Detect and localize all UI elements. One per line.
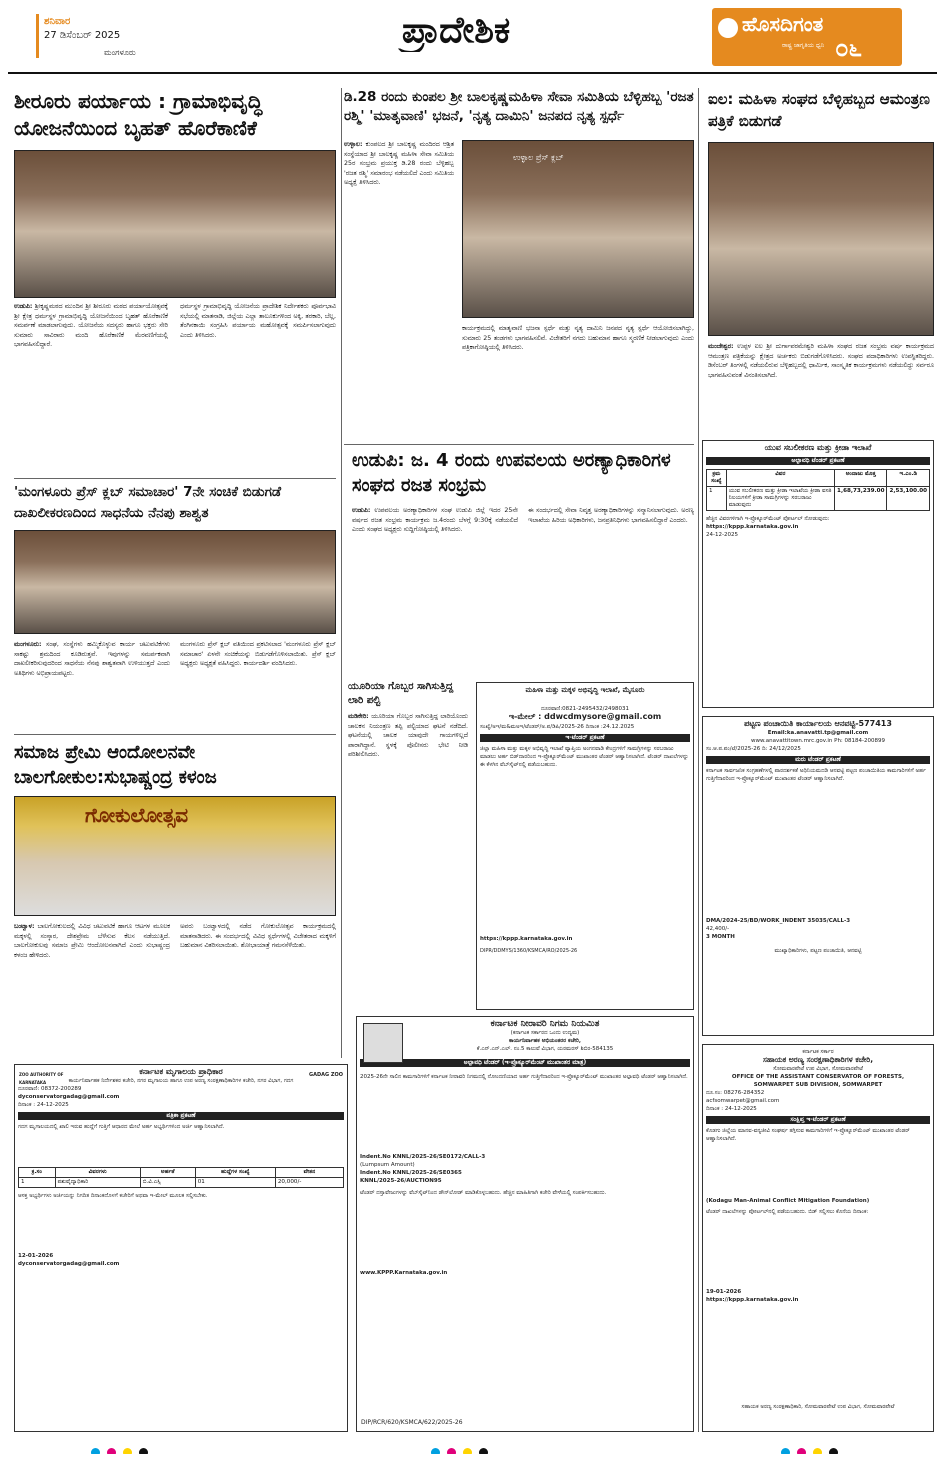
article-body-col2 xyxy=(180,922,336,1058)
table-cell: ಪಶುವೈದ್ಯಾಧಿಕಾರಿ xyxy=(55,1178,140,1188)
ad-deadline: 19-01-2026 xyxy=(706,1289,742,1295)
paper-logo-icon xyxy=(718,18,738,38)
row-divider xyxy=(14,734,336,735)
article-headline: ಡಿ.28 ರಂದು ಕುಂಪಲ ಶ್ರೀ ಬಾಲಕೃಷ್ಣಮಹಿಳಾ ಸೇವಾ ಸಮಿತಿಯ ಬೆಳ್ಳಿಹಬ್ಬ 'ರಜತ ರಶ್ಮಿ' 'ಮಾತೃವಾಣಿ' ಭಜನೆ, 'ನೃತ್ಯ ದಾಮಿನಿ' ಜನಪದ ನೃತ್ಯ ಸ್ಪರ್ಧೆ xyxy=(344,89,694,124)
ad-email[interactable]: acfsomwarpet@gmail.com xyxy=(706,1097,780,1104)
ad-email-2[interactable]: dyconservatorgadag@gmail.com xyxy=(18,1261,120,1267)
ad-subtitle: ಅಲ್ಪಾವಧಿ ಟೆಂಡರ್ ಪ್ರಕಟಣೆ xyxy=(706,457,930,466)
paper-tagline: ರಾಷ್ಟ್ರ ಜಾಗೃತಿಯ ಧ್ವನಿ xyxy=(782,42,825,49)
reg-dot-magenta xyxy=(107,1448,116,1454)
section-title: ಪ್ರಾದೇಶಿಕ xyxy=(401,10,511,51)
row-divider xyxy=(344,444,694,445)
article-para: ಕುಂಪಲದ ಶ್ರೀ ಬಾಲಕೃಷ್ಣ ಮಂದಿರದ ಆಶ್ರಿತ ಸಂಸ್ಥೆಯಾದ ಶ್ರೀ ಬಾಲಕೃಷ್ಣ ಮಹಿಳಾ ಸೇವಾ ಸಮಿತಿಯ 25ರ ಸಂಭ್ರಮ ಪ್ರಯುಕ್ತ ಡಿ.28 ರಂದು ಬೆಳ್ಳಿಹಬ್ಬ 'ರಜತ ರಶ್ಮಿ' ಸಮಾರಂಭ ನಡೆಯಲಿದೆ ಎಂದು ಸಮಿತಿಯ ಅಧ್ಯಕ್ಷೆ ತಿಳಿಸಿದರು. xyxy=(344,141,454,187)
ad-title: ಕರ್ನಾಟಕ ಮೃಗಾಲಯ ಪ್ರಾಧಿಕಾರ xyxy=(139,1067,223,1076)
table-header: ಹುದ್ದೆಗಳ ಸಂಖ್ಯೆ xyxy=(195,1168,275,1178)
ad-address: ಕೆ.ಎನ್.ಎನ್.ಎಲ್. ನಂ.5 ಕಾಲುವೆ ವಿಭಾಗ, ಯರಮರಸ್ ಶಿಬಿರ-584135 xyxy=(476,1045,614,1052)
table-cell: ಯುವ ಸಬಲೀಕರಣ ಮತ್ತು ಕ್ರೀಡಾ ಇಲಾಖೆಯ ಕ್ರೀಡಾ ವಸತಿ ನಿಲಯಗಳಿಗೆ ಕ್ರೀಡಾ ಸಾಮಗ್ರಿಗಳನ್ನು ಸರಬರಾಜು ಮಾಡುವುದು xyxy=(726,487,834,511)
ad-phone: ದೂರವಾಣಿ:0821-2495432/2498031 xyxy=(540,705,630,712)
ad-date: ದಿನಾಂಕ : 24-12-2025 xyxy=(706,1105,757,1112)
ad-ref: ಸಂಖ್ಯೆ/ಅಇ/ಮ&ಮಅಇ/ಟೆಂಡರ್/ಅ.ಪ/ಡಿಪಿ/2025-26 ದಿನಾಂಕ :24.12.2025 xyxy=(480,723,635,730)
table-header: ಅರ್ಹತೆ xyxy=(140,1168,195,1178)
ad-body: ಕೊಡಗು ಜಿಲ್ಲೆಯ ಮಾನವ-ವನ್ಯಜೀವಿ ಸಂಘರ್ಷ ತಗ್ಗಿಸುವ ಕಾಮಗಾರಿಗಳಿಗೆ ಇ-ಪ್ರೊಕ್ಯೂರ್‌ಮೆಂಟ್ ಮುಖಾಂತರ ಟೆಂಡರ್ ಆಹ್ವಾನಿಸಲಾಗಿದೆ. xyxy=(706,1128,910,1142)
ad-signature: ಸಹಾಯಕ ಅರಣ್ಯ ಸಂರಕ್ಷಣಾಧಿಕಾರಿ, ಸೋಮವಾರಪೇಟೆ ಉಪ ವಿಭಾಗ, ಸೋಮವಾರಪೇಟೆ xyxy=(741,1404,895,1410)
ad-table xyxy=(18,1167,344,1188)
ad-women-child xyxy=(476,682,694,1010)
ad-portal[interactable]: https://kppp.karnataka.gov.in xyxy=(706,1297,799,1303)
article-para: ಉಪವಲಯ ಅರಣ್ಯಾಧಿಕಾರಿಗಳ ಸಂಘ ಉಡುಪಿ ಜಿಲ್ಲೆ ಇದರ 25ನೇ ವರ್ಷದ ರಜತ ಸಂಭ್ರಮ ಕಾರ್ಯಕ್ರಮ ಜ.4ರಂದು ಬೆಳಗ್ಗೆ 9:30ಕ್ಕೆ ನಡೆಯಲಿದೆ ಎಂದು ಸಂಘದ ಅಧ್ಯಕ್ಷರು ಸುದ್ದಿಗೋಷ್ಠಿಯಲ್ಲಿ ತಿಳಿಸಿದರು. xyxy=(352,507,518,534)
reg-dot-black xyxy=(479,1448,488,1454)
ad-table xyxy=(706,469,930,511)
table-row xyxy=(707,487,930,511)
ad-office: ಕಾರ್ಯನಿರ್ವಾಹಕ ಅಭಿಯಂತರರ ಕಚೇರಿ, xyxy=(508,1037,582,1044)
ad-gadag-zoo xyxy=(14,1064,348,1432)
table-cell: 1,68,73,239.00 xyxy=(835,487,887,511)
ad-body: 2025-26ನೇ ಸಾಲಿನ ಕಾಮಗಾರಿಗಳಿಗೆ ಕರ್ನಾಟಕ ನೀರಾವರಿ ನಿಗಮದಲ್ಲಿ ನೋಂದಣಿಯಾದ ಅರ್ಹ ಗುತ್ತಿಗೆದಾರರಿಂದ ಇ-ಪ್ರೊಕ್ಯೂರ್‌ಮೆಂಟ್ ಮುಖಾಂತರ ಅಲ್ಪಾವಧಿ ಟೆಂಡರ್ ಆಹ್ವಾನಿಸಲಾಗಿದೆ. xyxy=(360,1074,688,1080)
reg-dot-yellow xyxy=(123,1448,132,1454)
article-body-col2 xyxy=(180,302,336,476)
table-header: ವಿವರಗಳು xyxy=(55,1168,140,1178)
article-para: ಮಂಗಳೂರು ಪ್ರೆಸ್ ಕ್ಲಬ್ ವತಿಯಿಂದ ಪ್ರಕಟಿಸಲಾದ 'ಮಂಗಳೂರು ಪ್ರೆಸ್ ಕ್ಲಬ್ ಸಮಾಚಾರ' ಏಳನೇ ಸಂಚಿಕೆಯನ್ನು ಬಿಡುಗಡೆಗೊಳಿಸಲಾಯಿತು. ಪ್ರೆಸ್ ಕ್ಲಬ್ ಅಧ್ಯಕ್ಷರು ಅಧ್ಯಕ್ಷತೆ ವಹಿಸಿದ್ದರು. ಕಾರ್ಯದರ್ಶಿ ವಂದಿಸಿದರು. xyxy=(180,641,336,668)
article-dateline: ಮಂಗಳೂರು: xyxy=(14,641,42,648)
article-body-col2 xyxy=(462,324,694,434)
ad-subtitle: ಸಂಕ್ಷಿಪ್ತ ಇ-ಟೆಂಡರ್ ಪ್ರಕಟಣೆ xyxy=(706,1116,930,1125)
article-udupi-forest xyxy=(352,448,694,676)
article-body xyxy=(14,640,170,722)
article-body xyxy=(352,506,518,676)
article-dateline: ಉಳ್ಳಾಲ: xyxy=(344,141,363,148)
ad-signature: ಮುಖ್ಯಾಧಿಕಾರಿಗಳು, ಪಟ್ಟಣ ಪಂಚಾಯಿತಿ, ಆನವಟ್ಟಿ xyxy=(774,948,862,954)
ad-ref: ಸಂ.ಆ.ಪ.ಪಂ/ಟೆ/2025-26 ದಿ: 24/12/2025 xyxy=(706,745,801,752)
article-photo xyxy=(14,150,336,298)
table-cell: 01 xyxy=(195,1178,275,1188)
article-body-col2 xyxy=(528,506,694,676)
ad-title: ಸಹಾಯಕ ಅರಣ್ಯ ಸಂರಕ್ಷಣಾಧಿಕಾರಿಗಳ ಕಚೇರಿ, xyxy=(762,1055,874,1064)
article-dateline: ಉಡುಪಿ: xyxy=(352,507,371,514)
knnl-logo xyxy=(363,1023,403,1063)
reg-dot-cyan xyxy=(781,1448,790,1454)
ad-sports-tender xyxy=(702,440,934,708)
reg-dot-cyan xyxy=(431,1448,440,1454)
ad-body: ಕರ್ನಾಟಕ ಸಾರ್ವಜನಿಕ ಸಂಗ್ರಹಣೆಗಳಲ್ಲಿ ಪಾರದರ್ಶಕತೆ ಅಧಿನಿಯಮದಡಿ ಆನವಟ್ಟಿ ಪಟ್ಟಣ ಪಂಚಾಯಿತಿಯ ಕಾಮಗಾರಿಗಳಿಗೆ ಅರ್ಹ ಗುತ್ತಿಗೆದಾರರಿಂದ ಇ-ಪ್ರೊಕ್ಯೂರ್‌ಮೆಂಟ್ ಮುಖಾಂತರ ಟೆಂಡರ್ ಆಹ್ವಾನಿಸಲಾಗಿದೆ. xyxy=(706,768,926,782)
reg-dot-magenta xyxy=(447,1448,456,1454)
ad-title: ಕರ್ನಾಟಕ ನೀರಾವರಿ ನಿಗಮ ನಿಯಮಿತ xyxy=(490,1019,600,1029)
table-cell: 1 xyxy=(707,487,727,511)
ad-code: DIP/RCR/620/KSMCA/622/2025-26 xyxy=(361,1419,463,1426)
ad-body: ಹೆಚ್ಚಿನ ವಿವರಗಳಿಗಾಗಿ ಇ-ಪ್ರೊಕ್ಯೂರ್‌ಮೆಂಟ್ ಪೋರ್ಟಲ್ ನೋಡುವುದು: xyxy=(706,516,830,522)
article-dateline: ಮಂಜೇಶ್ವರ: xyxy=(708,343,734,350)
article-kumpala xyxy=(344,88,694,443)
table-cell: ಬಿ.ವಿ.ಎಸ್ಸಿ xyxy=(140,1178,195,1188)
ad-subtitle: ಪತ್ರಿಕಾ ಪ್ರಕಟಣೆ xyxy=(18,1112,344,1121)
ad-web[interactable]: www.anavattitown.mrc.gov.in Ph: 08184-200899 xyxy=(750,737,886,744)
ad-indent: KNNL/2025-26/AUCTION95 xyxy=(360,1178,442,1184)
ad-title-en: OFFICE OF THE ASSISTANT CONSERVATOR OF FORESTS, xyxy=(731,1073,905,1080)
ad-period: 3 MONTH xyxy=(706,934,735,940)
table-cell: 1 xyxy=(19,1178,56,1188)
ad-body: ಜಿಲ್ಲಾ ಮಹಿಳಾ ಮತ್ತು ಮಕ್ಕಳ ಅಭಿವೃದ್ಧಿ ಇಲಾಖೆ ವ್ಯಾಪ್ತಿಯ ಅಂಗನವಾಡಿ ಕೇಂದ್ರಗಳಿಗೆ ಸಾಮಗ್ರಿಗಳನ್ನು ಸರಬರಾಜು ಮಾಡಲು ಅರ್ಹ ಬಿಡ್‌ದಾರರಿಂದ ಇ-ಪ್ರೊಕ್ಯೂರ್‌ಮೆಂಟ್ ಮುಖಾಂತರ ಟೆಂಡರ್ ಆಹ್ವಾನಿಸಲಾಗಿದೆ. ಟೆಂಡರ್ ದಾಖಲೆಗಳನ್ನು ಈ ಕೆಳಗಿನ ವೆಬ್‌ಸೈಟ್‌ನಲ್ಲಿ ಪಡೆಯಬಹುದು. xyxy=(480,746,689,768)
ad-indent: DMA/2024-25/BD/WORK_INDENT 35035/CALL-3 xyxy=(706,918,851,924)
article-body xyxy=(348,712,468,1010)
article-dateline: ಬಂಟ್ವಾಳ: xyxy=(14,923,35,930)
row-divider xyxy=(14,478,336,479)
photo-banner-text: ಉಳ್ಳಾಲ ಪ್ರೆಸ್ ಕ್ಲಬ್ xyxy=(513,153,564,162)
article-urea xyxy=(348,680,468,1010)
table-header: ಕ್ರಮ ಸಂಖ್ಯೆ xyxy=(707,470,727,487)
ad-logo-left: ZOO AUTHORITY OF KARNATAKA xyxy=(19,1072,64,1085)
paper-name: ಹೊಸದಿಗಂತ xyxy=(742,12,824,36)
ad-emd: 42,400/- xyxy=(706,926,730,932)
article-pressclub xyxy=(14,482,336,722)
ad-indent: Indent.No KNNL/2025-26/SE0172/CALL-3 xyxy=(360,1154,486,1160)
reg-dot-black xyxy=(829,1448,838,1454)
article-headline: ಯೂರಿಯಾ ಗೊಬ್ಬರ ಸಾಗಿಸುತ್ತಿದ್ದ ಲಾರಿ ಪಲ್ಟಿ xyxy=(348,681,454,706)
article-shiroor xyxy=(14,88,336,476)
ad-portal[interactable]: https://kppp.karnataka.gov.in xyxy=(706,524,799,530)
reg-dot-black xyxy=(139,1448,148,1454)
table-header: ಇ.ಎಂ.ಡಿ xyxy=(887,470,930,487)
ad-email[interactable]: Email:ka.anavatti.tp@gmail.com xyxy=(767,729,869,736)
article-para: ಉಪ್ಪಳ ಐಲ ಶ್ರೀ ದುರ್ಗಾಪರಮೇಶ್ವರಿ ಮಹಿಳಾ ಸಂಘದ ರಜತ ಸಂಭ್ರಮ ವರ್ಷ ಕಾರ್ಯಕ್ರಮದ ಆಮಂತ್ರಣ ಪತ್ರಿಕೆಯನ್ನು ಕ್ಷೇತ್ರದ ಅರ್ಚಕರು ಬಿಡುಗಡೆಗೊಳಿಸಿದರು. ಸಂಘದ ಪದಾಧಿಕಾರಿಗಳು ಉಪಸ್ಥಿತರಿದ್ದರು. xyxy=(708,343,934,360)
ad-subtitle: (ಕರ್ನಾಟಕ ಸರ್ಕಾರದ ಒಂದು ಉದ್ಯಮ) xyxy=(510,1029,580,1036)
reg-dot-magenta xyxy=(797,1448,806,1454)
article-headline: ಶೀರೂರು ಪರ್ಯಾಯ : ಗ್ರಾಮಾಭಿವೃದ್ಧಿ ಯೋಜನೆಯಿಂದ ಬೃಹತ್ ಹೊರೆಕಾಣಿಕೆ xyxy=(14,89,263,140)
table-header: ವಿವರ xyxy=(726,470,834,487)
ad-address: ಸೋಮವಾರಪೇಟೆ ಉಪ ವಿಭಾಗ, ಸೋಮವಾರಪೇಟೆ xyxy=(773,1065,863,1072)
article-para: ಈ ಸಂದರ್ಭದಲ್ಲಿ ಸೇವಾ ನಿವೃತ್ತ ಅರಣ್ಯಾಧಿಕಾರಿಗಳನ್ನು ಸನ್ಮಾನಿಸಲಾಗುವುದು. ಅರಣ್ಯ ಇಲಾಖೆಯ ಹಿರಿಯ ಅಧಿಕಾರಿಗಳು, ಜನಪ್ರತಿನಿಧಿಗಳು ಭಾಗವಹಿಸಲಿದ್ದಾರೆ ಎಂದರು. xyxy=(528,507,694,524)
ad-deadline: 12-01-2026 xyxy=(18,1253,54,1259)
article-para: ಅವರು ಬಂಟ್ವಾಳದಲ್ಲಿ ನಡೆದ ಗೋಕುಲೋತ್ಸವ ಕಾರ್ಯಕ್ರಮದಲ್ಲಿ ಮಾತನಾಡಿದರು. ಈ ಸಂದರ್ಭದಲ್ಲಿ ವಿವಿಧ ಸ್ಪರ್ಧೆಗಳಲ್ಲಿ ವಿಜೇತರಾದ ಮಕ್ಕಳಿಗೆ ಬಹುಮಾನ ವಿತರಿಸಲಾಯಿತು. ಶೋಭಾಯಾತ್ರೆ ಗಮನಸೆಳೆಯಿತು. xyxy=(180,923,336,950)
masthead-left-bar xyxy=(36,14,39,58)
masthead-rule xyxy=(8,72,937,74)
article-dateline: ಉಡುಪಿ: xyxy=(14,303,33,310)
ad-subtitle: ಇ-ಟೆಂಡರ್ ಪ್ರಕಟಣೆ xyxy=(480,734,690,743)
ad-title: ಯುವ ಸಬಲೀಕರಣ ಮತ್ತು ಕ್ರೀಡಾ ಇಲಾಖೆ xyxy=(764,443,872,452)
masthead-date: 27 ಡಿಸೆಂಬರ್ 2025 xyxy=(44,30,121,41)
ad-somwarpet xyxy=(702,1044,934,1432)
ad-foundation: (Kodagu Man-Animal Conflict Mitigation Foundation) xyxy=(706,1198,870,1204)
article-photo xyxy=(14,530,336,634)
photo-banner-text: ಗೋಕುಲೋತ್ಸವ xyxy=(85,803,189,827)
ad-phone: ದೂರವಾಣಿ: 08372-200289 xyxy=(18,1085,82,1092)
reg-dot-yellow xyxy=(463,1448,472,1454)
ad-anavatti xyxy=(702,716,934,1036)
table-cell: 2,53,100.00 xyxy=(887,487,930,511)
ad-email[interactable]: ಇ-ಮೇಲ್ : ddwcdmysore@gmail.com xyxy=(508,711,662,721)
article-body xyxy=(708,342,934,432)
masthead-day: ಶನಿವಾರ xyxy=(44,16,71,27)
article-body xyxy=(14,922,170,1058)
ad-date: ದಿನಾಂಕ : 24-12-2025 xyxy=(18,1101,69,1108)
article-headline: 'ಮಂಗಳೂರು ಪ್ರೆಸ್ ಕ್ಲಬ್ ಸಮಾಚಾರ' 7ನೇ ಸಂಚಿಕೆ ಬಿಡುಗಡೆ ದಾಖಲೀಕರಣದಿಂದ ಸಾಧನೆಯ ನೆನಪು ಶಾಶ್ವತ xyxy=(14,484,282,521)
ad-subtitle-en: SOMWARPET SUB DIVISION, SOMWARPET xyxy=(753,1081,883,1088)
registration-marks-left xyxy=(90,1442,190,1454)
article-para: ಬಾಲಗೋಕುಲದಲ್ಲಿ ವಿವಿಧ ಚಟುವಟಿಕೆ ಹಾಗೂ ಆಟಗಳ ಮೂಲಕ ಮಕ್ಕಳಲ್ಲಿ ಸಂಸ್ಕಾರ, ದೇಶಪ್ರೇಮ ಬೆಳೆಸುವ ಕೆಲಸ ನಡೆಯುತ್ತಿದೆ. ಬಾಲಗೋಕುಲವು ಸಮಾಜ ಪ್ರೇಮಿ ಆಂದೋಲನವಾಗಿದೆ ಎಂದು ಸುಭಾಷ್ಚಂದ್ರ ಕಳಂಜ ಹೇಳಿದರು. xyxy=(14,923,170,959)
article-para: ಸಂಘ, ಸಂಸ್ಥೆಗಳು ಹಮ್ಮಿಕೊಳ್ಳುವ ಕಾರ್ಯ ಚಟುವಟಿಕೆಗಳು ಸಾಕಷ್ಟು ಶ್ರಮದಿಂದ ಕೂಡಿರುತ್ತವೆ. ಇವುಗಳನ್ನು ಸಮರ್ಪಕವಾಗಿ ದಾಖಲೀಕರಿಸುವುದರಿಂದ ಸಾಧನೆಯ ನೆನಪು ಶಾಶ್ವತವಾಗಿ ಉಳಿಯುತ್ತದೆ ಎಂದು ಅತಿಥಿಗಳು ಅಭಿಪ್ರಾಯಪಟ್ಟರು. xyxy=(14,641,170,677)
article-headline: ಸಮಾಜ ಪ್ರೇಮಿ ಆಂದೋಲನವೇ ಬಾಲಗೋಕುಲ:ಸುಭಾಷ್ಚಂದ್ರ ಕಳಂಜ xyxy=(14,742,217,788)
ad-gov: ಕರ್ನಾಟಕ ಸರ್ಕಾರ xyxy=(802,1049,834,1055)
article-body xyxy=(344,140,454,330)
ad-body: ಗದಗ ಮೃಗಾಲಯದಲ್ಲಿ ಖಾಲಿ ಇರುವ ಹುದ್ದೆಗೆ ಗುತ್ತಿಗೆ ಆಧಾರದ ಮೇಲೆ ಅರ್ಹ ಅಭ್ಯರ್ಥಿಗಳಿಂದ ಅರ್ಜಿ ಆಹ್ವಾನಿಸಲಾಗಿದೆ. xyxy=(18,1124,225,1130)
reg-dot-cyan xyxy=(91,1448,100,1454)
article-dateline: ಮಡಿಕೇರಿ: xyxy=(348,713,369,720)
table-cell: 20,000/- xyxy=(275,1178,343,1188)
article-photo xyxy=(14,796,336,916)
ad-body-2: ಟೆಂಡರ್ ದಸ್ತಾವೇಜುಗಳನ್ನು ವೆಬ್‌ಸೈಟ್‌ನಿಂದ ಡೌನ್‌ಲೋಡ್ ಮಾಡಿಕೊಳ್ಳಬಹುದು. ಹೆಚ್ಚಿನ ಮಾಹಿತಿಗಾಗಿ ಕಚೇರಿ ವೇಳೆಯಲ್ಲಿ ಸಂಪರ್ಕಿಸಬಹುದು. xyxy=(360,1190,607,1196)
article-body-col2 xyxy=(180,640,336,722)
ad-body-2: ಆಸಕ್ತ ಅಭ್ಯರ್ಥಿಗಳು ಅರ್ಜಿಯನ್ನು ನಿಗದಿತ ದಿನಾಂಕದೊಳಗೆ ಕಚೇರಿಗೆ ಅಥವಾ ಇ-ಮೇಲ್ ಮೂಲಕ ಸಲ್ಲಿಸಬೇಕು. xyxy=(18,1193,208,1199)
masthead-city: ಮಂಗಳೂರು xyxy=(104,48,136,57)
ad-date: 24-12-2025 xyxy=(706,532,738,538)
article-photo xyxy=(462,140,694,318)
table-header: ವೇತನ xyxy=(275,1168,343,1178)
ad-logo-right: GADAG ZOO xyxy=(309,1072,343,1078)
article-balagokula xyxy=(14,740,336,1058)
registration-marks-right xyxy=(780,1442,880,1454)
article-body xyxy=(14,302,168,476)
ad-portal[interactable]: https://kppp.karnataka.gov.in xyxy=(480,936,573,942)
ad-indent: Indent.No KNNL/2025-26/SE0365 xyxy=(360,1170,462,1176)
article-headline: ಐಲ: ಮಹಿಳಾ ಸಂಘದ ಬೆಳ್ಳಿಹಬ್ಬದ ಆಮಂತ್ರಣ ಪತ್ರಿಕೆ ಬಿಡುಗಡೆ xyxy=(708,90,930,130)
article-aila xyxy=(708,88,934,433)
article-para: ಧರ್ಮಸ್ಥಳ ಗ್ರಾಮಾಭಿವೃದ್ಧಿ ಯೋಜನೆಯ ಪ್ರಾದೇಶಿಕ ನಿರ್ದೇಶಕರು ಪೂರ್ವಭಾವಿ ಸಭೆಯಲ್ಲಿ ಮಾತನಾಡಿ, ಜಿಲ್ಲೆಯ ಎಲ್ಲಾ ತಾಲೂಕುಗಳಿಂದ ಅಕ್ಕಿ, ತರಕಾರಿ, ಬೆಲ್ಲ, ತೆಂಗಿನಕಾಯಿ ಸಂಗ್ರಹಿಸಿ ಪರ್ಯಾಯ ಮಹೋತ್ಸವಕ್ಕೆ ಸಮರ್ಪಿಸಲಾಗುವುದು ಎಂದು ತಿಳಿಸಿದರು. xyxy=(180,303,336,339)
ad-body-2: ಟೆಂಡರ್ ದಾಖಲೆಗಳನ್ನು ಪೋರ್ಟಲ್‌ನಲ್ಲಿ ಪಡೆಯಬಹುದು. ಬಿಡ್ ಸಲ್ಲಿಸಲು ಕೊನೆಯ ದಿನಾಂಕ: xyxy=(706,1209,869,1215)
ad-portal[interactable]: www.KPPP.Karnataka.gov.in xyxy=(360,1270,448,1276)
article-para: ಕಾರ್ಯಕ್ರಮದಲ್ಲಿ ಮಾತೃವಾಣಿ ಭಜನಾ ಸ್ಪರ್ಧೆ ಮತ್ತು ನೃತ್ಯ ದಾಮಿನಿ ಜನಪದ ನೃತ್ಯ ಸ್ಪರ್ಧೆ ಆಯೋಜಿಸಲಾಗಿದ್ದು, ಸುಮಾರು 25 ತಂಡಗಳು ಭಾಗವಹಿಸಲಿವೆ. ವಿಜೇತರಿಗೆ ನಗದು ಬಹುಮಾನ ಹಾಗೂ ಸ್ಮರಣಿಕೆ ನೀಡಲಾಗುವುದು ಎಂದು ಪತ್ರಿಕಾಗೋಷ್ಠಿಯಲ್ಲಿ ತಿಳಿಸಿದರು. xyxy=(462,325,694,352)
paper-logo xyxy=(712,8,902,66)
ad-subtitle: ಮರು ಟೆಂಡರ್ ಪ್ರಕಟಣೆ xyxy=(706,756,930,765)
ad-office: ಕಾರ್ಯನಿರ್ವಾಹಕ ನಿರ್ದೇಶಕರ ಕಚೇರಿ, ನಗರ ಮೃಗಾಲಯ ಹಾಗೂ ಉಪ ಅರಣ್ಯ ಸಂರಕ್ಷಣಾಧಿಕಾರಿಗಳ ಕಚೇರಿ, ನಗರ ವಿಭಾಗ, ಗದಗ xyxy=(68,1077,294,1084)
ad-code: DIPR/DDMYS/1360/KSMCA/RO/2025-26 xyxy=(480,948,578,954)
ad-title: ಮಹಿಳಾ ಮತ್ತು ಮಕ್ಕಳ ಅಭಿವೃದ್ಧಿ ಇಲಾಖೆ, ಮೈಸೂರು xyxy=(525,686,645,694)
table-header: ಅಂದಾಜು ಮೊತ್ತ xyxy=(835,470,887,487)
column-divider xyxy=(698,88,699,1432)
ad-title: ಪಟ್ಟಣ ಪಂಚಾಯಿತಿ ಕಾರ್ಯಾಲಯ ಆನವಟ್ಟಿ-577413 xyxy=(744,719,892,728)
article-para: ಯೂರಿಯಾ ಗೊಬ್ಬರ ಸಾಗಿಸುತ್ತಿದ್ದ ಲಾರಿಯೊಂದು ಚಾಲಕನ ನಿಯಂತ್ರಣ ತಪ್ಪಿ ಪಲ್ಟಿಯಾದ ಘಟನೆ ನಡೆದಿದೆ. ಘಟನೆಯಲ್ಲಿ ಚಾಲಕ ಯಾವುದೇ ಗಾಯಗಳಿಲ್ಲದೆ ಪಾರಾಗಿದ್ದಾನೆ. ಸ್ಥಳಕ್ಕೆ ಪೊಲೀಸರು ಭೇಟಿ ನೀಡಿ ಪರಿಶೀಲಿಸಿದರು. xyxy=(348,713,468,759)
article-para: ಡಿಸೆಂಬರ್ ತಿಂಗಳಲ್ಲಿ ನಡೆಯಲಿರುವ ಬೆಳ್ಳಿಹಬ್ಬದಲ್ಲಿ ಧಾರ್ಮಿಕ, ಸಾಂಸ್ಕೃತಿಕ ಕಾರ್ಯಕ್ರಮಗಳು ನಡೆಯಲಿದ್ದು ಸರ್ವರೂ ಭಾಗವಹಿಸುವಂತೆ ವಿನಂತಿಸಲಾಗಿದೆ. xyxy=(708,362,934,379)
article-photo xyxy=(708,142,934,336)
masthead xyxy=(8,6,937,86)
reg-dot-yellow xyxy=(813,1448,822,1454)
ad-email[interactable]: dyconservatorgadag@gmail.com xyxy=(18,1093,120,1100)
ad-subtitle: ಅಲ್ಪಾವಧಿ ಟೆಂಡರ್ (ಇ-ಪ್ರೊಕ್ಯೂರ್‌ಮೆಂಟ್ ಮುಖಾಂತರ ಮಾತ್ರ) xyxy=(360,1059,690,1068)
page-number: ೦೬ xyxy=(835,34,862,62)
registration-marks-center xyxy=(430,1442,530,1454)
ad-lumpsum: (Lumpsum Amount) xyxy=(360,1162,415,1168)
ad-phone: ದೂ.ಸಂ: 08276-284352 xyxy=(706,1089,765,1096)
column-divider xyxy=(341,88,342,1058)
article-headline: ಉಡುಪಿ: ಜ. 4 ರಂದು ಉಪವಲಯ ಅರಣ್ಯಾಧಿಕಾರಿಗಳ ಸಂಘದ ರಜತ ಸಂಭ್ರಮ xyxy=(352,450,671,496)
ad-knnl xyxy=(356,1016,694,1432)
article-para: ಶ್ರೀಕೃಷ್ಣಮಠದ ಮುಂದಿನ ಶ್ರೀ ಶೀರೂರು ಮಠದ ಪರ್ಯಾಯೋತ್ಸವಕ್ಕೆ ಶ್ರೀ ಕ್ಷೇತ್ರ ಧರ್ಮಸ್ಥಳ ಗ್ರಾಮಾಭಿವೃದ್ಧಿ ಯೋಜನೆಯಿಂದ ಬೃಹತ್ ಹೊರೆಕಾಣಿಕೆ ಸಮರ್ಪಣೆ ಮಾಡಲಾಗುವುದು. ಯೋಜನೆಯ ಸದಸ್ಯರು ಹಾಗೂ ಭಕ್ತರು ಸೇರಿ ಸುಮಾರು ಸಾವಿರಾರು ಮಂದಿ ಹೊರೆಕಾಣಿಕೆ ಮೆರವಣಿಗೆಯಲ್ಲಿ ಭಾಗವಹಿಸಲಿದ್ದಾರೆ. xyxy=(14,303,168,349)
table-row xyxy=(19,1178,344,1188)
table-header: ಕ್ರ.ಸಂ xyxy=(19,1168,56,1178)
